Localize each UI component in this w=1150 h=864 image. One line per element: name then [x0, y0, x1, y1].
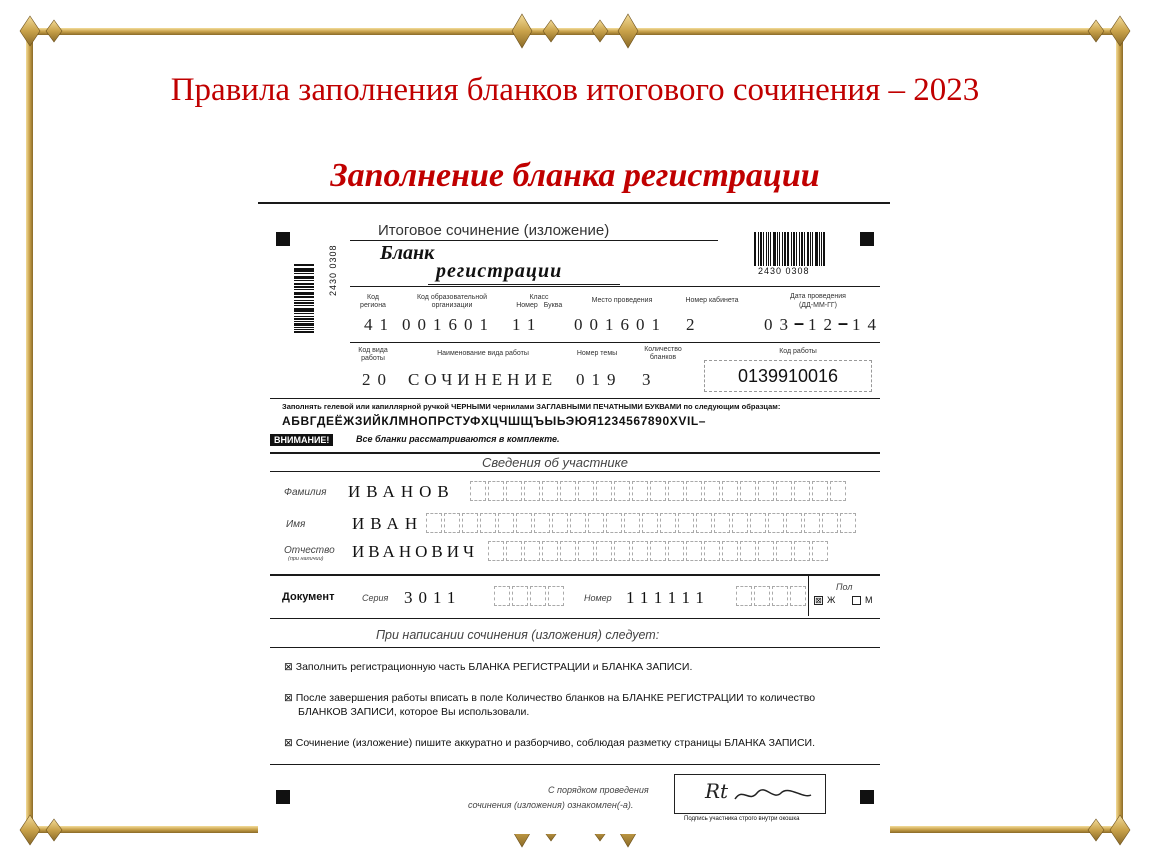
empty-cell[interactable] [660, 513, 676, 533]
barcode-stripe [773, 232, 776, 266]
barcode-stripe [294, 313, 314, 314]
form-name-line2: регистрации [436, 260, 563, 282]
instructions-text: Заполнять гелевой или капиллярной ручкой ЧЕРНЫМИ чернилами ЗАГЛАВНЫМИ ПЕЧАТНЫМИ БУКВАМИ по следующим образцам: [282, 402, 781, 411]
attention-text: Все бланки рассматриваются в комплекте. [356, 434, 560, 444]
barcode-stripe [294, 329, 314, 330]
place-value[interactable]: 001601 [574, 315, 667, 334]
date-day[interactable]: 03 [764, 315, 795, 334]
barcode-stripe [294, 293, 314, 295]
rule-1-text: Заполнить регистрационную часть БЛАНКА РЕГИСТРАЦИИ и БЛАНКА ЗАПИСИ. [295, 661, 693, 673]
rule-2-mark: ⊠ [284, 692, 293, 704]
barcode-stripe [294, 302, 314, 304]
series-empty-cells[interactable] [494, 586, 564, 606]
empty-cell[interactable] [840, 513, 856, 533]
barcode-stripe [294, 327, 314, 328]
diamond-ornament-icon [1110, 815, 1130, 845]
top-rule [258, 202, 890, 204]
patronymic-note: (при наличии) [288, 556, 324, 562]
signature: Rt [705, 779, 729, 803]
empty-cell[interactable] [722, 481, 738, 501]
class-number-label: Номер [516, 302, 538, 309]
empty-cell[interactable] [488, 481, 504, 501]
registration-form [258, 198, 890, 834]
work-type-name-label: Наименование вида работы [437, 350, 529, 357]
empty-cell[interactable] [704, 541, 720, 561]
work-code-label: Код работы [779, 348, 817, 355]
ack-line1: С порядком проведения [548, 785, 649, 795]
side-barcode [294, 264, 314, 334]
org-label: Код образовательной организации [416, 294, 488, 309]
topic-label: Номер темы [576, 350, 618, 357]
empty-cell[interactable] [542, 481, 558, 501]
diamond-ornament-icon [543, 20, 559, 42]
barcode-stripe [768, 232, 770, 266]
empty-cell[interactable] [696, 513, 712, 533]
empty-cell[interactable] [588, 513, 604, 533]
name-label: Имя [286, 519, 306, 530]
signature-caption: Подпись участника строго внутри окошка [684, 816, 800, 822]
empty-cell[interactable] [668, 541, 684, 561]
participant-rule2 [270, 471, 880, 472]
diamond-ornament-icon [20, 16, 40, 46]
barcode-stripe [294, 286, 314, 288]
empty-cell[interactable] [506, 541, 522, 561]
barcode-stripe [770, 232, 771, 266]
signature-scribble [733, 785, 813, 805]
barcode-stripe [754, 232, 756, 266]
attention-badge: ВНИМАНИЕ! [270, 434, 333, 446]
barcode-stripe [294, 331, 314, 333]
empty-cell[interactable] [704, 481, 720, 501]
barcode-stripe [294, 300, 314, 301]
empty-cell[interactable] [534, 513, 550, 533]
empty-cell[interactable] [776, 481, 792, 501]
writing-rule2 [270, 647, 880, 648]
empty-cell[interactable] [516, 513, 532, 533]
barcode-stripe [294, 305, 314, 306]
empty-cell[interactable] [772, 586, 788, 606]
barcode-stripe [294, 316, 314, 318]
barcode-stripe [294, 268, 314, 269]
empty-cell[interactable] [470, 481, 486, 501]
corner-marker [860, 790, 874, 804]
empty-cell[interactable] [560, 541, 576, 561]
barcode-stripe [294, 296, 314, 298]
empty-cell[interactable] [758, 481, 774, 501]
empty-cell[interactable] [426, 513, 442, 533]
empty-cell[interactable] [754, 586, 770, 606]
patronymic-empty-cells[interactable] [488, 541, 828, 561]
org-value[interactable]: 001601 [402, 315, 495, 334]
barcode-stripe [791, 232, 792, 266]
barcode-stripe [779, 232, 780, 266]
writing-section: При написании сочинения (изложения) следует: [376, 628, 660, 642]
barcode-stripe [758, 232, 759, 266]
barcode-stripe [763, 232, 764, 266]
row2-rule [350, 342, 880, 343]
barcode-stripe [294, 323, 314, 325]
barcode-stripe [815, 232, 818, 266]
class-label: Класс [529, 294, 549, 301]
empty-cell[interactable] [786, 513, 802, 533]
barcode-stripe [787, 232, 790, 266]
participant-section: Сведения об участнике [482, 455, 629, 470]
empty-cell[interactable] [596, 481, 612, 501]
gender-male-checkbox[interactable] [852, 596, 861, 605]
empty-cell[interactable] [794, 541, 810, 561]
gender-divider [808, 576, 809, 616]
empty-cell[interactable] [650, 481, 666, 501]
barcode-stripe [294, 283, 314, 285]
barcode-stripe [804, 232, 805, 266]
participant-rule [270, 452, 880, 454]
empty-cell[interactable] [480, 513, 496, 533]
footer-rule [270, 764, 880, 765]
date-year[interactable]: 14 [852, 315, 883, 334]
side-barcode-number: 2430 0308 [328, 244, 338, 296]
barcode-stripe [801, 232, 804, 266]
barcode-stripe [793, 232, 795, 266]
empty-cell[interactable] [578, 481, 594, 501]
empty-cell[interactable] [736, 586, 752, 606]
number-empty-cells[interactable] [736, 586, 806, 606]
instructions-rule [270, 398, 880, 399]
gender-male-label: М [865, 595, 873, 605]
patronymic-label: Отчество [284, 545, 335, 556]
barcode-stripe [294, 273, 314, 274]
empty-cell[interactable] [740, 541, 756, 561]
empty-cell[interactable] [560, 481, 576, 501]
empty-cell[interactable] [632, 481, 648, 501]
name-value[interactable]: ИВАН [352, 514, 424, 533]
empty-cell[interactable] [578, 541, 594, 561]
region-value[interactable]: 41 [364, 315, 395, 334]
date-format: (ДД-ММ-ГГ) [798, 302, 838, 309]
diamond-ornament-icon [1088, 20, 1104, 42]
empty-cell[interactable] [768, 513, 784, 533]
class-letter-label: Буква [543, 302, 563, 309]
slide-title: Правила заполнения бланков итогового сочинения – 2023 [170, 72, 980, 108]
corner-marker [276, 790, 290, 804]
diamond-ornament-icon [1110, 16, 1130, 46]
work-type-name-value[interactable]: СОЧИНЕНИЕ [408, 370, 558, 389]
rule-1 [284, 661, 692, 673]
barcode-stripe [823, 232, 825, 266]
empty-cell[interactable] [524, 481, 540, 501]
blanks-label: Количество бланков [644, 346, 682, 361]
empty-cell[interactable] [714, 513, 730, 533]
gender-female-checkbox[interactable]: ⊠ [815, 596, 822, 606]
barcode-stripe [294, 276, 314, 277]
series-label: Серия [362, 593, 389, 603]
diamond-ornament-icon [512, 14, 532, 48]
ack-line2: сочинения (изложения) ознакомлен(-а). [468, 800, 634, 810]
empty-cell[interactable] [822, 513, 838, 533]
barcode-stripe [777, 232, 779, 266]
empty-cell[interactable] [542, 541, 558, 561]
barcode-stripe [294, 269, 314, 271]
barcode [754, 232, 826, 266]
empty-cell[interactable] [642, 513, 658, 533]
barcode-stripe [294, 264, 314, 266]
empty-cell[interactable] [512, 586, 528, 606]
empty-cell[interactable] [790, 586, 806, 606]
empty-cell[interactable] [678, 513, 694, 533]
row1-rule [350, 286, 880, 287]
name-rule [428, 284, 620, 285]
empty-cell[interactable] [570, 513, 586, 533]
barcode-stripe [294, 318, 314, 320]
work-code-value[interactable]: 0139910016 [704, 360, 872, 392]
empty-cell[interactable] [488, 541, 504, 561]
barcode-stripe [294, 292, 314, 293]
surname-empty-cells[interactable] [470, 481, 846, 501]
empty-cell[interactable] [614, 481, 630, 501]
rule-2-text: После завершения работы вписать в поле Количество бланков на БЛАНКЕ РЕГИСТРАЦИИ то количество [295, 692, 816, 704]
place-label: Место проведения [591, 297, 653, 304]
header-rule [350, 240, 718, 241]
date-dash: – [838, 313, 849, 333]
barcode-stripe [821, 232, 822, 266]
gender-male[interactable] [852, 595, 873, 605]
empty-cell[interactable] [596, 541, 612, 561]
empty-cell[interactable] [686, 481, 702, 501]
diamond-ornament-icon [618, 14, 638, 48]
diamond-ornament-icon [46, 819, 62, 841]
barcode-stripe [782, 232, 783, 266]
region-label: Код региона [360, 294, 386, 309]
date-dash: – [794, 313, 805, 333]
empty-cell[interactable] [444, 513, 460, 533]
diamond-ornament-icon [20, 815, 40, 845]
empty-cell[interactable] [812, 541, 828, 561]
blanks-value[interactable]: 3 [642, 370, 658, 389]
barcode-stripe [760, 232, 763, 266]
empty-cell[interactable] [722, 541, 738, 561]
empty-cell[interactable] [462, 513, 478, 533]
patronymic-value[interactable]: ИВАНОВИЧ [352, 542, 479, 561]
corner-marker [276, 232, 290, 246]
barcode-stripe [799, 232, 800, 266]
form-name-line1: Бланк [380, 242, 435, 264]
empty-cell[interactable] [530, 586, 546, 606]
name-empty-cells[interactable] [426, 513, 856, 533]
form-header: Итоговое сочинение (изложение) [378, 222, 610, 239]
empty-cell[interactable] [494, 586, 510, 606]
empty-cell[interactable] [650, 541, 666, 561]
diamond-ornament-icon [46, 20, 62, 42]
empty-cell[interactable] [614, 541, 630, 561]
room-label: Номер кабинета [685, 297, 739, 304]
empty-cell[interactable] [624, 513, 640, 533]
barcode-stripe [766, 232, 767, 266]
empty-cell[interactable] [732, 513, 748, 533]
rule-1-mark: ⊠ [284, 661, 293, 673]
barcode-stripe [819, 232, 820, 266]
empty-cell[interactable] [812, 481, 828, 501]
barcode-stripe [796, 232, 797, 266]
barcode-stripe [294, 289, 314, 290]
rule-3-text: Сочинение (изложение) пишите аккуратно и разборчиво, соблюдая разметку страницы БЛАНКА ЗАПИСИ. [295, 737, 815, 749]
barcode-stripe [784, 232, 786, 266]
empty-cell[interactable] [686, 541, 702, 561]
diamond-ornament-icon [1088, 819, 1104, 841]
empty-cell[interactable] [632, 541, 648, 561]
rule-2-line2: БЛАНКОВ ЗАПИСИ, которое Вы использовали. [298, 706, 530, 718]
barcode-stripe [810, 232, 812, 266]
signature-box[interactable] [674, 774, 826, 814]
gender-label: Пол [836, 582, 853, 592]
empty-cell[interactable] [524, 541, 540, 561]
empty-cell[interactable] [552, 513, 568, 533]
work-type-code-value[interactable]: 20 [362, 370, 393, 389]
empty-cell[interactable] [548, 586, 564, 606]
rule-3-mark: ⊠ [284, 737, 293, 749]
barcode-number: 2430 0308 [758, 266, 810, 276]
empty-cell[interactable] [804, 513, 820, 533]
slide-subtitle: Заполнение бланка регистрации [330, 157, 820, 194]
writing-rule [270, 618, 880, 619]
empty-cell[interactable] [830, 481, 846, 501]
barcode-stripe [294, 321, 314, 322]
empty-cell[interactable] [498, 513, 514, 533]
empty-cell[interactable] [776, 541, 792, 561]
barcode-stripe [812, 232, 813, 266]
date-label: Дата проведения [790, 293, 846, 300]
empty-cell[interactable] [758, 541, 774, 561]
document-label: Документ [282, 591, 335, 603]
surname-label: Фамилия [284, 487, 327, 498]
rule-2 [284, 692, 815, 704]
empty-cell[interactable] [750, 513, 766, 533]
barcode-stripe [294, 277, 314, 279]
corner-marker [860, 232, 874, 246]
empty-cell[interactable] [506, 481, 522, 501]
barcode-stripe [807, 232, 809, 266]
barcode-stripe [294, 308, 314, 309]
barcode-stripe [294, 280, 314, 281]
barcode-stripe [294, 309, 314, 311]
empty-cell[interactable] [668, 481, 684, 501]
class-value[interactable]: 11 [512, 315, 543, 334]
room-value[interactable]: 2 [686, 315, 702, 334]
empty-cell[interactable] [606, 513, 622, 533]
topic-value[interactable]: 019 [576, 370, 623, 389]
date-month[interactable]: 12 [808, 315, 839, 334]
sample-letters: АБВГДЕЁЖЗИЙКЛМНОПРСТУФХЦЧШЩЪЫЬЭЮЯ1234567890XVIL– [282, 414, 707, 428]
gender-female[interactable] [814, 595, 835, 605]
work-type-code-label: Код вида работы [358, 347, 388, 362]
document-rule [270, 574, 880, 576]
empty-cell[interactable] [740, 481, 756, 501]
gender-female-label: Ж [827, 595, 836, 605]
number-value[interactable]: 111111 [626, 588, 710, 607]
rule-3 [284, 737, 815, 749]
diamond-ornament-icon [592, 20, 608, 42]
empty-cell[interactable] [794, 481, 810, 501]
surname-value[interactable]: ИВАНОВ [348, 482, 455, 501]
number-label: Номер [584, 593, 612, 603]
series-value[interactable]: 3011 [404, 588, 462, 607]
